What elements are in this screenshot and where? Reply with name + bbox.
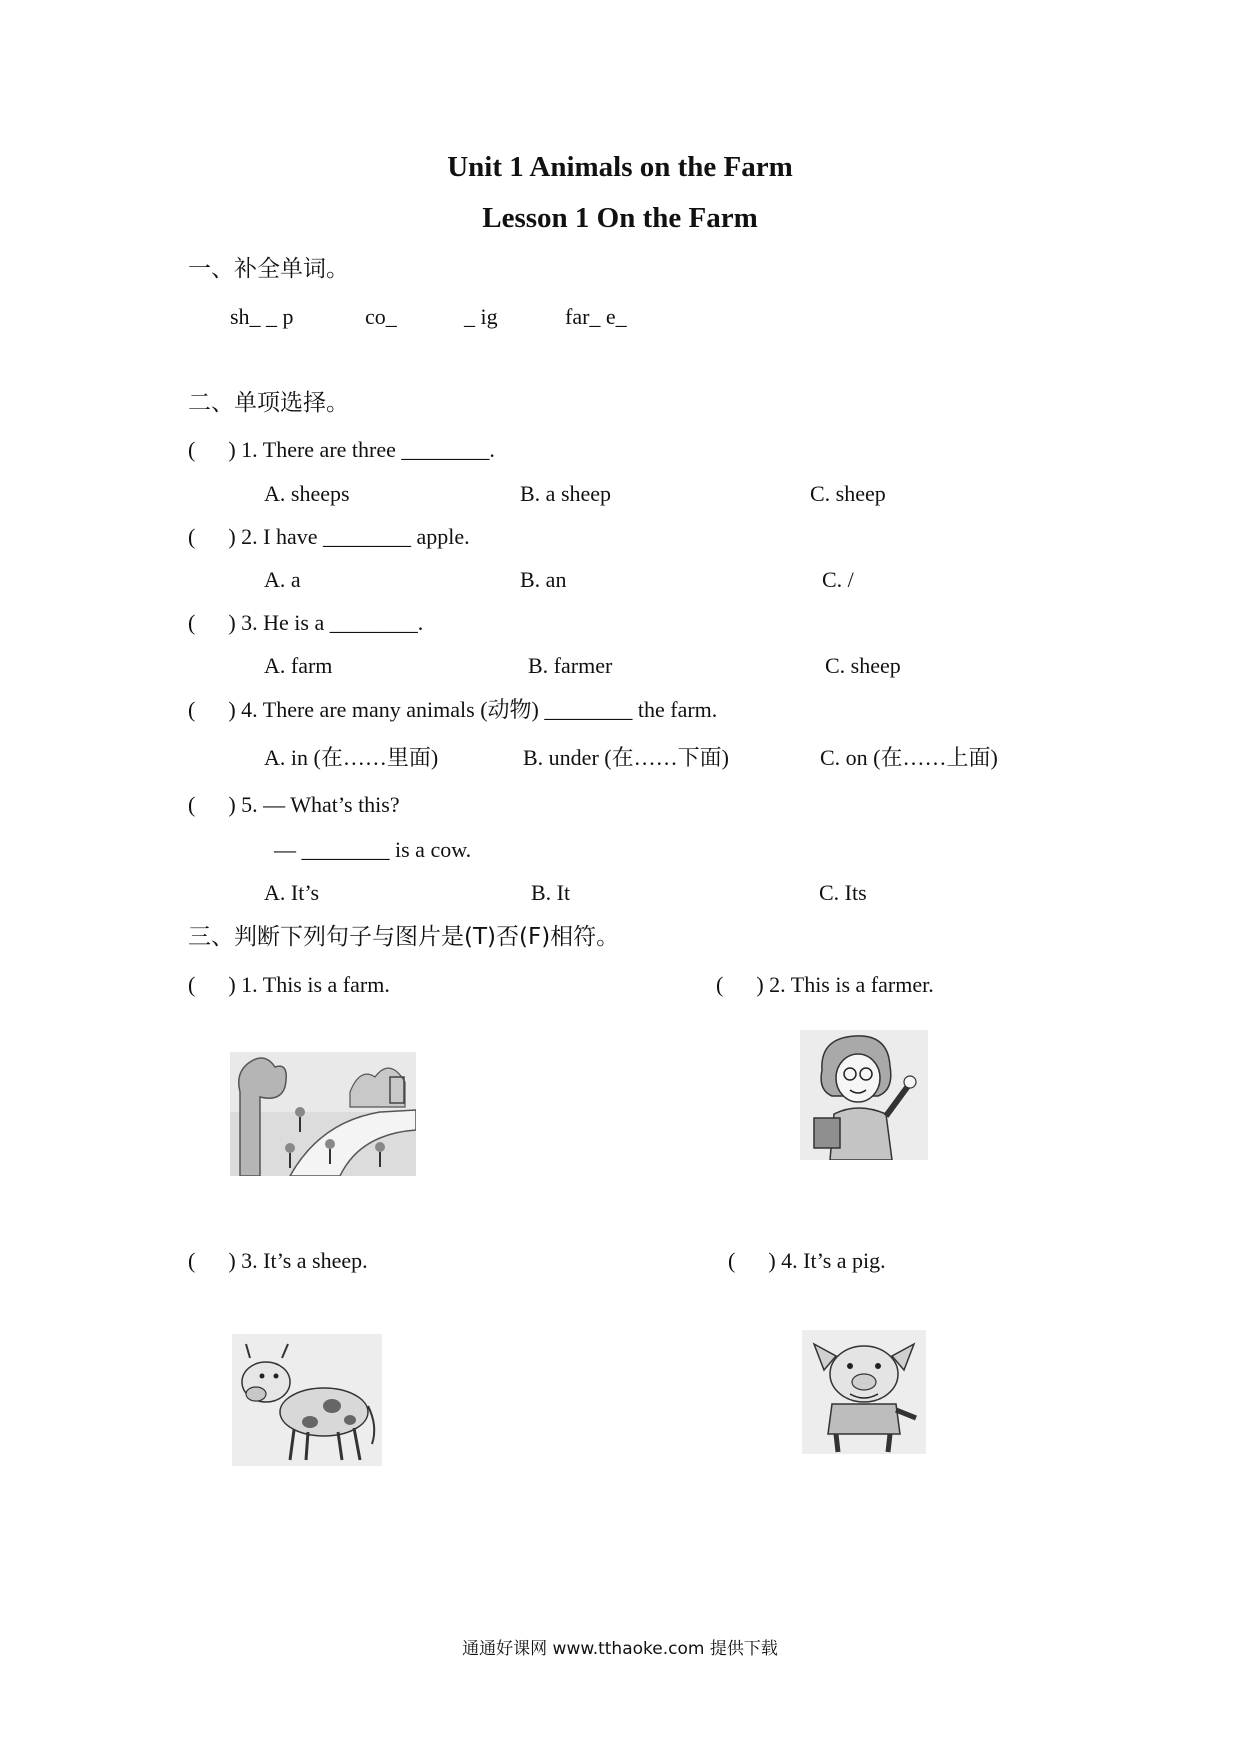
unit-title: Unit 1 Animals on the Farm	[447, 151, 793, 183]
option-b: B. It	[531, 880, 571, 905]
section1-heading: 一、补全单词。	[188, 256, 349, 282]
footer-credit: 通通好课网 www.tthaoke.com 提供下载	[462, 1639, 778, 1659]
option-a: A. a	[264, 567, 301, 592]
judge-item-1: ( ) 1. This is a farm.	[188, 972, 390, 997]
option-a: A. It’s	[264, 880, 319, 905]
lesson-title: Lesson 1 On the Farm	[482, 202, 758, 234]
question-stem: ( ) 3. He is a ________.	[188, 610, 424, 635]
word-blank-2: co_	[365, 304, 397, 329]
option-a: A. sheeps	[264, 481, 350, 506]
option-c: C. sheep	[810, 481, 886, 506]
option-b: B. farmer	[528, 653, 613, 678]
option-b: B. under (在……下面)	[523, 745, 729, 770]
word-blank-3: _ ig	[464, 304, 498, 329]
question-stem: ( ) 4. There are many animals (动物) ________ the farm.	[188, 697, 718, 722]
judge-item-3: ( ) 3. It’s a sheep.	[188, 1248, 368, 1273]
cow-picture	[232, 1334, 382, 1466]
option-c: C. sheep	[825, 653, 901, 678]
park-scene-picture	[230, 1052, 416, 1176]
judge-item-4: ( ) 4. It’s a pig.	[728, 1248, 886, 1273]
judge-item-2: ( ) 2. This is a farmer.	[716, 972, 934, 997]
question-stem: ( ) 1. There are three ________.	[188, 437, 495, 462]
option-a: A. in (在……里面)	[264, 745, 439, 770]
pig-picture	[802, 1330, 926, 1454]
word-blank-4: far_ e_	[565, 304, 627, 329]
option-b: B. an	[520, 567, 567, 592]
option-c: C. /	[822, 567, 854, 592]
teacher-picture	[800, 1030, 928, 1160]
option-c: C. on (在……上面)	[820, 745, 998, 770]
question-stem: ( ) 5. — What’s this?	[188, 792, 400, 817]
question-stem: ( ) 2. I have ________ apple.	[188, 524, 470, 549]
option-b: B. a sheep	[520, 481, 612, 506]
option-a: A. farm	[264, 653, 333, 678]
word-blank-1: sh_ _ p	[230, 304, 294, 329]
option-c: C. Its	[819, 880, 867, 905]
section2-heading: 二、单项选择。	[188, 390, 349, 416]
question-answer-line: — ________ is a cow.	[274, 837, 472, 862]
section3-heading: 三、判断下列句子与图片是(T)否(F)相符。	[188, 924, 620, 950]
